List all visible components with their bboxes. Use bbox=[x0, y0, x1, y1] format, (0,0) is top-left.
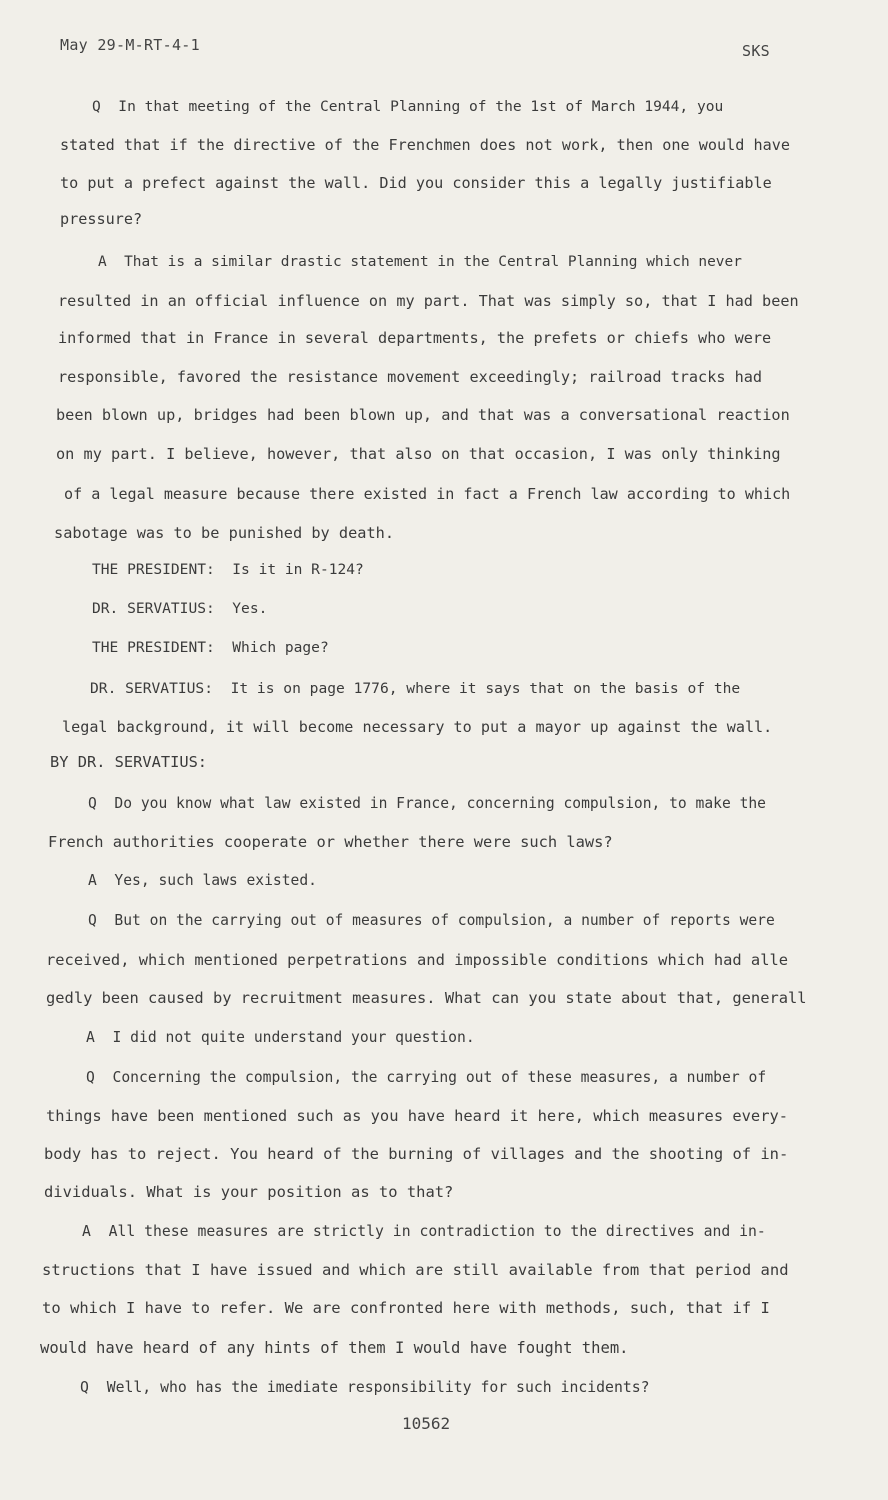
text-line: legal background, it will become necessary to put a mayor up against the wall. bbox=[62, 718, 773, 736]
text-line: body has to reject. You heard of the burning of villages and the shooting of in- bbox=[44, 1145, 789, 1163]
text-line: A All these measures are strictly in contradiction to the directives and in- bbox=[82, 1223, 766, 1240]
text-line: DR. SERVATIUS: It is on page 1776, where it says that on the basis of the bbox=[90, 680, 741, 697]
text-line: pressure? bbox=[60, 210, 143, 228]
text-line: A Yes, such laws existed. bbox=[88, 872, 317, 889]
text-line: been blown up, bridges had been blown up, and that was a conversational reaction bbox=[56, 406, 790, 424]
text-line: Q Well, who has the imediate responsibility for such incidents? bbox=[80, 1379, 650, 1396]
text-line: would have heard of any hints of them I would have fought them. bbox=[40, 1339, 629, 1357]
text-line: A I did not quite understand your question. bbox=[86, 1029, 475, 1046]
text-line: THE PRESIDENT: Is it in R-124? bbox=[92, 561, 364, 578]
text-line: responsible, favored the resistance movement exceedingly; railroad tracks had bbox=[58, 368, 763, 386]
text-line: on my part. I believe, however, that also on that occasion, I was only thinking bbox=[56, 445, 781, 463]
text-line: received, which mentioned perpetrations and impossible conditions which had alle bbox=[46, 951, 789, 969]
text-line: A That is a similar drastic statement in the Central Planning which never bbox=[98, 254, 742, 270]
text-line: sabotage was to be punished by death. bbox=[54, 524, 395, 542]
text-line: Q Do you know what law existed in France, concerning compulsion, to make the bbox=[88, 795, 766, 812]
page-number: 10562 bbox=[402, 1414, 451, 1433]
text-line: Q Concerning the compulsion, the carrying out of these measures, a number of bbox=[86, 1069, 767, 1086]
text-line: THE PRESIDENT: Which page? bbox=[92, 639, 329, 656]
text-line: resulted in an official influence on my part. That was simply so, that I had been bbox=[58, 292, 799, 310]
text-line: dividuals. What is your position as to that? bbox=[44, 1183, 454, 1201]
text-line: structions that I have issued and which are still available from that period and bbox=[42, 1261, 789, 1279]
text-line: things have been mentioned such as you have heard it here, which measures every- bbox=[46, 1107, 789, 1125]
text-line: French authorities cooperate or whether there were such laws? bbox=[48, 833, 613, 851]
header-initials: SKS bbox=[742, 42, 770, 60]
text-line: stated that if the directive of the Frenchmen does not work, then one would have bbox=[60, 136, 790, 154]
text-line: DR. SERVATIUS: Yes. bbox=[92, 600, 268, 617]
text-line: informed that in France in several departments, the prefets or chiefs who were bbox=[58, 329, 772, 347]
text-line: Q But on the carrying out of measures of compulsion, a number of reports were bbox=[88, 912, 775, 929]
text-line: Q In that meeting of the Central Planning of the 1st of March 1944, you bbox=[92, 98, 724, 115]
text-line: to put a prefect against the wall. Did you consider this a legally justifiable bbox=[60, 174, 772, 192]
text-line: of a legal measure because there existed in fact a French law according to which bbox=[64, 485, 791, 503]
text-line: BY DR. SERVATIUS: bbox=[50, 753, 208, 771]
text-line: to which I have to refer. We are confronted here with methods, such, that if I bbox=[42, 1299, 770, 1317]
text-line: gedly been caused by recruitment measures. What can you state about that, generall bbox=[46, 989, 807, 1007]
header-reference: May 29-M-RT-4-1 bbox=[60, 36, 200, 54]
